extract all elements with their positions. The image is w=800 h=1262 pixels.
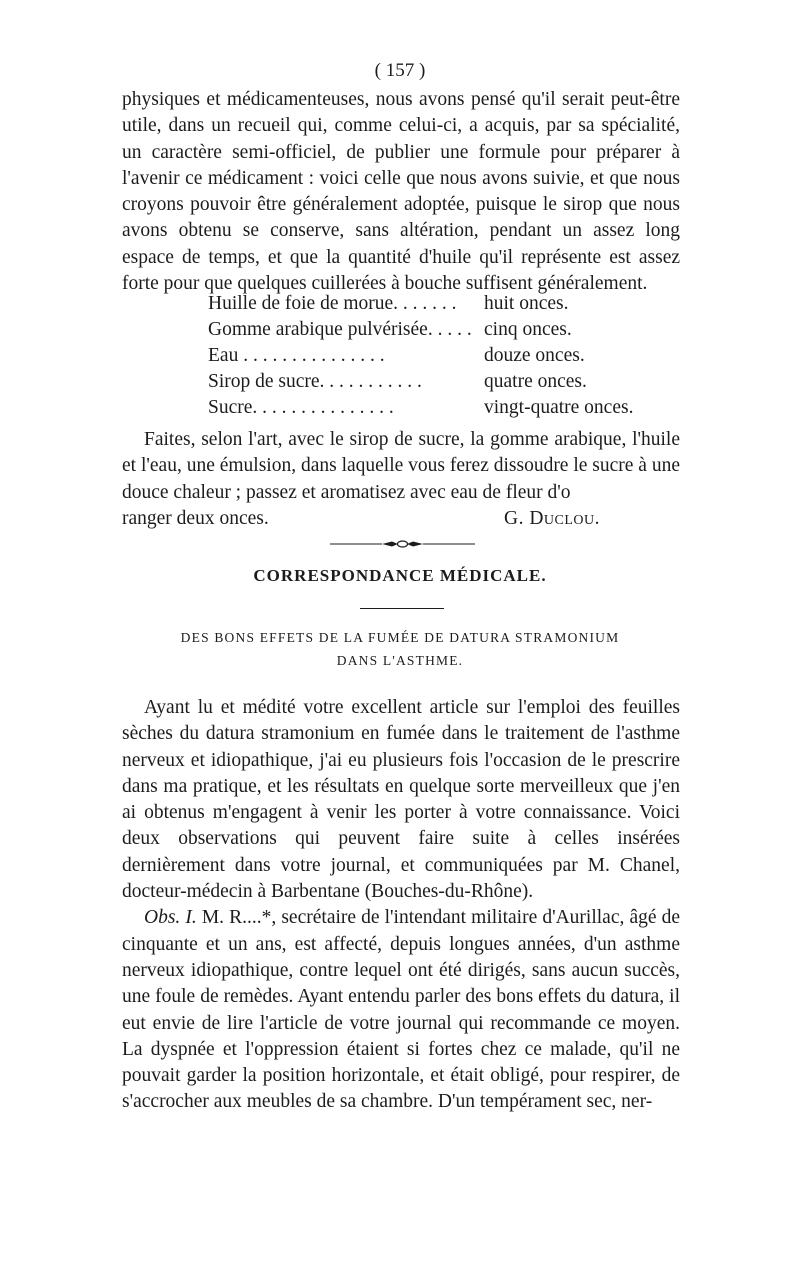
closing-text: Faites, selon l'art, avec le sirop de sucre, la gomme arabique, l'huile et l'eau, une émulsion, dans laquelle vous ferez dissoudre le sucre à une douce chaleur ; passez et aromatisez avec eau de fleur d'o bbox=[122, 429, 680, 503]
page-number: ( 157 ) bbox=[374, 60, 426, 81]
recipe-quantity: quatre onces. bbox=[484, 371, 587, 392]
observation-text: M. R....*, secrétaire de l'intendant militaire d'Aurillac, âgé de cinquante et un ans, est affecté, depuis longues années, d'un asthme nerveux idiopathique, contre lequel ont été dirigés, sans aucun succès, une foule de remèdes. Ayant entendu parler des bons effets du datura, il eut envie de lire l'article de votre journal qui recommande ce moyen. La dyspnée et l'oppression étaient si fortes chez ce malade, qu'il ne pouvait garder la position horizontale, et était obligé, pour respirer, de s'accrocher aux meubles de sa chambre. D'un tempérament sec, ner- bbox=[122, 907, 680, 1113]
recipe-quantity: vingt-quatre onces. bbox=[484, 397, 634, 418]
recipe-ingredient: Huille de foie de morue. . . . . . . bbox=[208, 293, 457, 314]
section-title: CORRESPONDANCE MÉDICALE. bbox=[253, 566, 547, 585]
observation-paragraph bbox=[122, 905, 680, 1115]
recipe-row bbox=[208, 317, 668, 343]
recipe-quantity: cinq onces. bbox=[484, 319, 572, 340]
recipe-quantity: huit onces. bbox=[484, 293, 569, 314]
recipe-list bbox=[208, 291, 668, 421]
author-signature: G. Duclou. bbox=[503, 507, 600, 529]
recipe-ingredient: Sirop de sucre. . . . . . . . . . . bbox=[208, 371, 422, 392]
article-title-line: DANS L'ASTHME. bbox=[336, 653, 464, 668]
recipe-ingredient: Gomme arabique pulvérisée. . . . . bbox=[208, 319, 472, 340]
observation-label: Obs. I. bbox=[144, 907, 197, 929]
article-title-line: DES BONS EFFETS DE LA FUMÉE DE DATURA STRAMONIUM bbox=[180, 630, 620, 645]
recipe-row bbox=[208, 343, 668, 369]
intro-paragraph: physiques et médicamenteuses, nous avons pensé qu'il serait peut-être utile, dans un recueil qui, comme celui-ci, a acquis, par sa spécialité, un caractère semi-officiel, de publier une formule pour préparer à l'avenir ce médicament : voici celle que nous avons suivie, et que nous croyons pouvoir être généralement adoptée, puisque le sirop que nous avons obtenu se conserve, sans altération, pendant un assez long espace de temps, et que la quantité d'huile qu'il représente est assez forte pour que quelques cuillerées à bouche suffisent généralement. bbox=[122, 89, 680, 295]
recipe-ingredient: Sucre. . . . . . . . . . . . . . . bbox=[208, 397, 394, 418]
closing-last-line: ranger deux onces. bbox=[122, 507, 269, 529]
article-body bbox=[122, 695, 680, 1116]
recipe-row bbox=[208, 395, 668, 421]
signature-line bbox=[122, 506, 680, 532]
closing-paragraph bbox=[122, 427, 680, 506]
ornamental-divider bbox=[330, 537, 475, 551]
recipe-row bbox=[208, 369, 668, 395]
recipe-row bbox=[208, 291, 668, 317]
article-paragraph: Ayant lu et médité votre excellent article sur l'emploi des feuilles sèches du datura stramonium en fumée dans le traitement de l'asthme nerveux et idiopathique, j'ai eu plusieurs fois l'occasion de le prescrire dans ma pratique, et les résultats en quelque sorte merveilleux que j'en ai obtenus m'engagent à venir les porter à votre connaissance. Voici deux observations qui peuvent faire suite à celles insérées dernièrement dans votre journal, et communiquées par M. Chanel, docteur-médecin à Barbentane (Bouches-du-Rhône). bbox=[122, 697, 680, 903]
intro-text-block bbox=[122, 87, 680, 297]
article-title bbox=[120, 626, 680, 672]
recipe-quantity: douze onces. bbox=[484, 345, 585, 366]
recipe-ingredient: Eau . . . . . . . . . . . . . . . bbox=[208, 345, 385, 366]
closing-text-block bbox=[122, 427, 680, 532]
title-rule bbox=[360, 608, 444, 609]
